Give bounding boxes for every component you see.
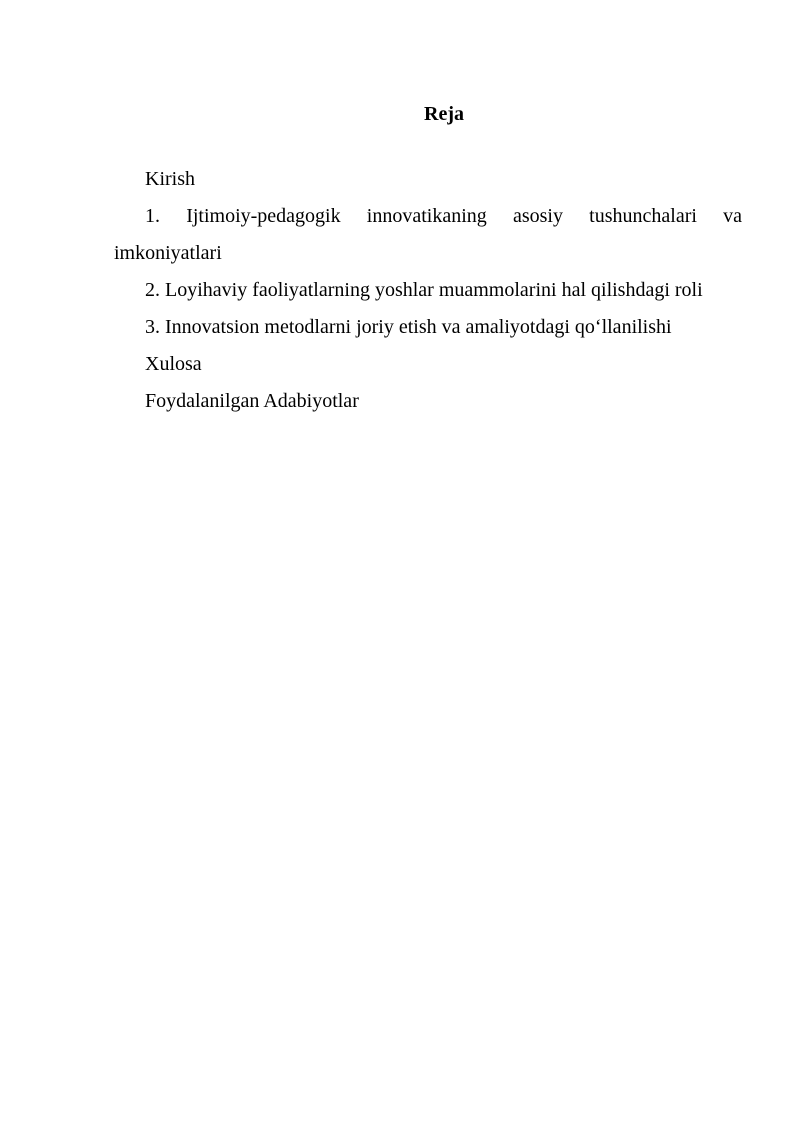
toc-item-chapter-3: 3. Innovatsion metodlarni joriy etish va amaliyotdagi qo‘llanilishi bbox=[145, 316, 672, 338]
page-title: Reja bbox=[424, 103, 464, 125]
toc-item-introduction: Kirish bbox=[145, 168, 195, 190]
toc-item-references: Foydalanilgan Adabiyotlar bbox=[145, 390, 359, 412]
toc-item-chapter-1: 1. Ijtimoiy-pedagogik innovatikaning asosiy tushunchalari va imkoniyatlari bbox=[114, 205, 742, 264]
table-of-contents bbox=[114, 161, 742, 420]
toc-item-conclusion: Xulosa bbox=[145, 353, 202, 375]
toc-item-chapter-2: 2. Loyihaviy faoliyatlarning yoshlar muammolarini hal qilishdagi roli bbox=[145, 279, 703, 301]
